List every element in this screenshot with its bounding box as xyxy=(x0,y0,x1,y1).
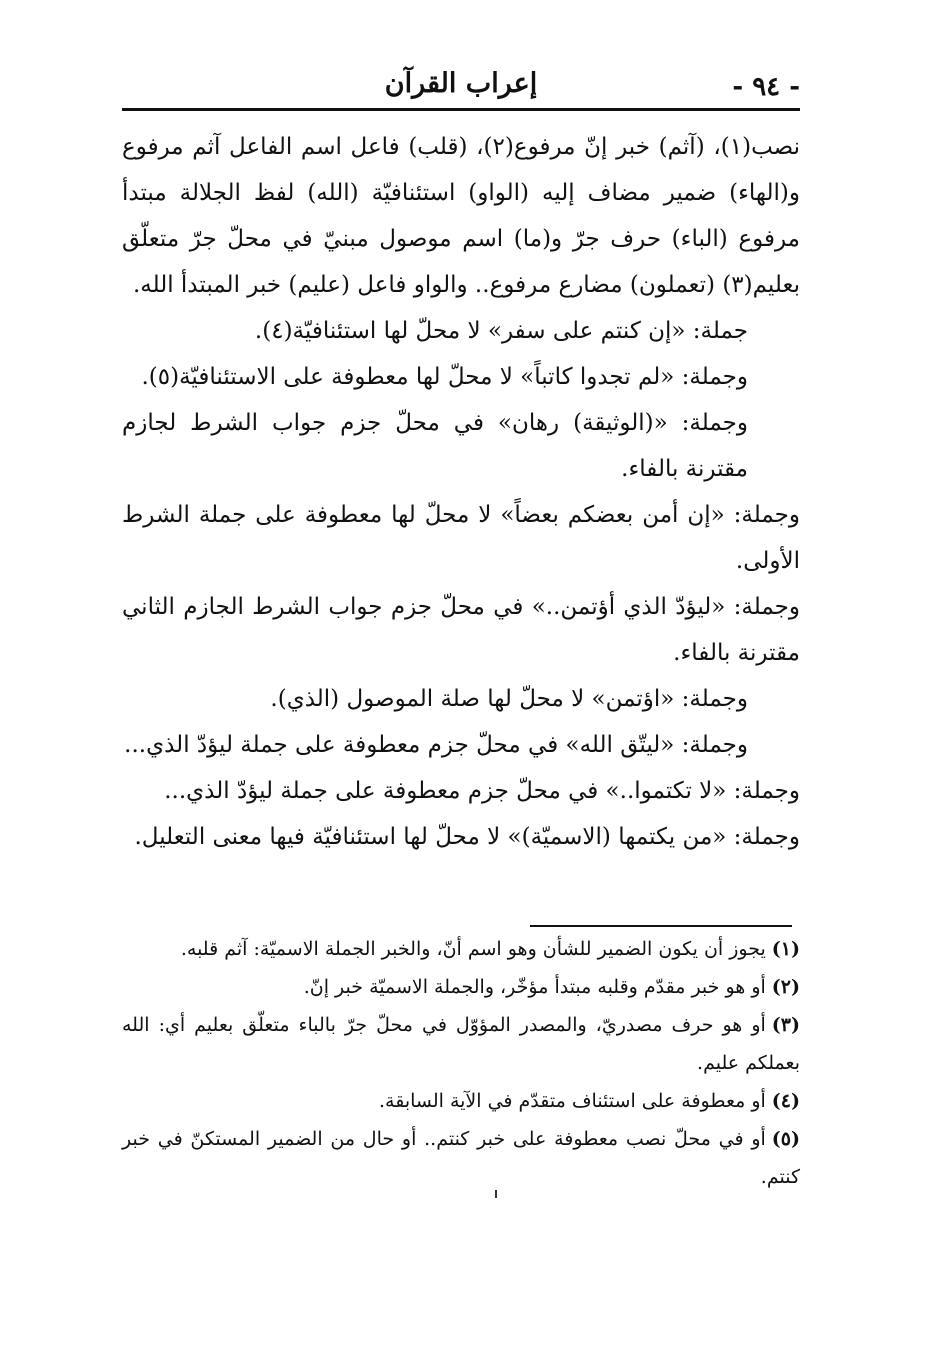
grammar-paragraph: نصب(١)، (آثم) خبر إنّ مرفوع(٢)، (قلب) فاعل اسم الفاعل آثم مرفوع و(الهاء) ضمير مضاف إليه (الواو) استئنافيّة (الله) لفظ الجلالة مبتدأ مرفوع (الباء) حرف جرّ و(ما) اسم موصول مبنيّ في محلّ جرّ متعلّق بعليم(٣) (تعملون) مضارع مرفوع.. والواو فاعل (عليم) خبر المبتدأ الله. xyxy=(122,134,800,298)
sentence-item: وجملة: «ليؤدّ الذي أؤتمن..» في محلّ جزم جواب الشرط الجازم الثاني مقترنة بالفاء. xyxy=(122,594,800,666)
running-title: إعراب القرآن xyxy=(384,68,538,99)
footnote-text: أو معطوفة على استئناف متقدّم في الآية السابقة. xyxy=(378,1090,766,1112)
footnote-number: (١) xyxy=(771,938,800,960)
footnote-number: (٥) xyxy=(771,1128,800,1150)
sentence-item: وجملة: «ليتّق الله» في محلّ جزم معطوفة على جملة ليؤدّ الذي... xyxy=(124,732,748,758)
sentence-item: وجملة: «من يكتمها (الاسميّة)» لا محلّ لها استئنافيّة فيها معنى التعليل. xyxy=(134,824,800,850)
footnote-item xyxy=(122,1082,800,1120)
footnote-text: أو هو حرف مصدريّ، والمصدر المؤوّل في محلّ جرّ بالباء متعلّق بعليم أي: الله بعملكم عليم. xyxy=(122,1014,800,1074)
footnote-text: أو في محلّ نصب معطوفة على خبر كنتم.. أو حال من الضمير المستكنّ في خبر كنتم. xyxy=(122,1128,800,1188)
sentence-item: وجملة: «(الوثيقة) رهان» في محلّ جزم جواب الشرط لجازم مقترنة بالفاء. xyxy=(122,410,748,482)
footnote-text: أو هو خبر مقدّم وقلبه مبتدأ مؤخّر، والجملة الاسميّة خبر إنّ. xyxy=(303,976,766,998)
page-header xyxy=(122,62,800,106)
footnote-number: (٤) xyxy=(771,1090,800,1112)
main-text xyxy=(122,124,800,860)
sentence-item: جملة: «إن كنتم على سفر» لا محلّ لها استئنافيّة(٤). xyxy=(254,318,748,344)
footnote-text: يجوز أن يكون الضمير للشأن وهو اسم أنّ، والخبر الجملة الاسميّة: آثم قلبه. xyxy=(180,938,766,960)
footnote-item xyxy=(122,930,800,968)
footnote-item xyxy=(122,1120,800,1196)
sentence-list xyxy=(122,308,800,860)
footnote-number: (٣) xyxy=(771,1014,800,1036)
footnote-item xyxy=(122,1006,800,1082)
sentence-item: وجملة: «إن أمن بعضكم بعضاً» لا محلّ لها معطوفة على جملة الشرط الأولى. xyxy=(122,502,800,574)
page-number: - ٩٤ - xyxy=(732,72,800,102)
sentence-item: وجملة: «لا تكتموا..» في محلّ جزم معطوفة على جملة ليؤدّ الذي... xyxy=(164,778,800,804)
footnote-item xyxy=(122,968,800,1006)
header-rule xyxy=(122,108,800,111)
sentence-item: وجملة: «لم تجدوا كاتباً» لا محلّ لها معطوفة على الاستئنافيّة(٥). xyxy=(141,364,748,390)
print-mark xyxy=(495,1190,497,1198)
sentence-item: وجملة: «اؤتمن» لا محلّ لها صلة الموصول (الذي). xyxy=(270,686,748,712)
footnote-number: (٢) xyxy=(771,976,800,998)
footnotes xyxy=(122,930,800,1196)
footnote-separator xyxy=(530,925,792,927)
